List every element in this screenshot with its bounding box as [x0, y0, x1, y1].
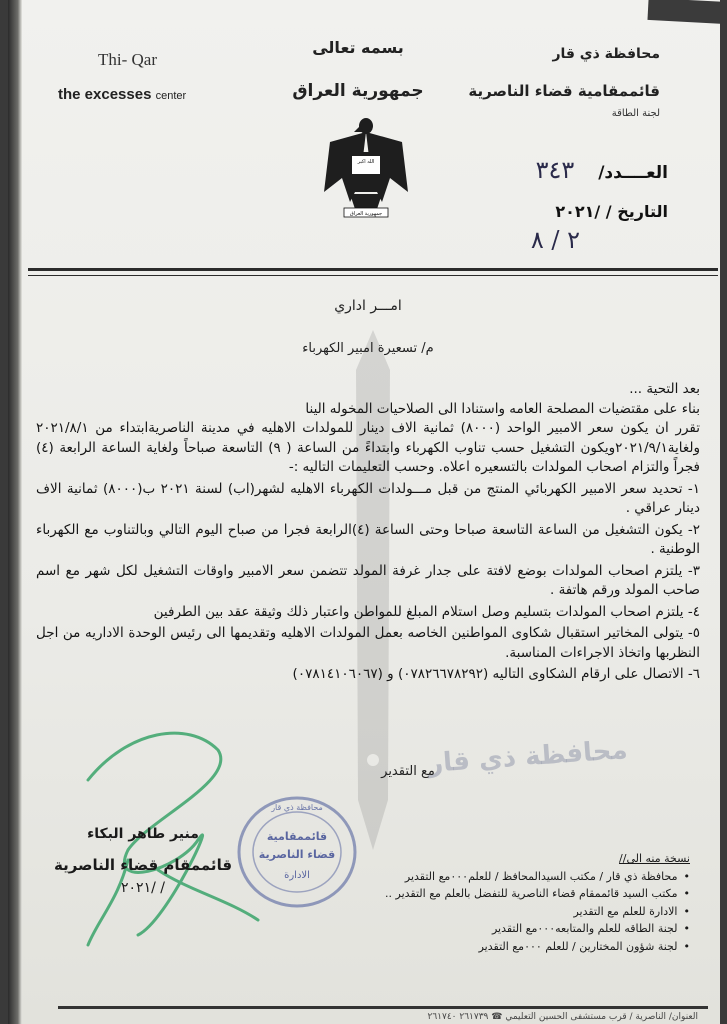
letterhead-city: Thi- Qar — [98, 50, 158, 69]
copies-heading: نسخة منه الى// — [619, 852, 690, 865]
copy-recipient: • مكتب السيد قائممقام قضاء الناصرية للتفضل بالعلم مع التقدير .. — [270, 885, 690, 903]
header-divider — [28, 268, 718, 271]
decision-paragraph: تقرر ان يكون سعر الامبير الواحد (٨٠٠٠) ثمانية الاف دينار للمولدات الاهليه في مدينة الناصريةابتداء من ٢٠٢١/٨/١ ولغاية٢٠٢١/٩/١ويكون التشغيل حسب تناوب الكهرباء وابتداءً من الساعة ( ٩) التاسعة صباحاً ولغاية الساعة الرابعة (٤) فجراً والتزام اصحاب المولدات بالتسعيره اعلاه. وحسب التعليمات التاليه :- — [36, 420, 701, 475]
basmala: بسمه تعالى — [312, 38, 404, 57]
seal-line1: قائممقامية — [266, 830, 328, 843]
copy-recipient: • لجنة شؤون المختارين / للعلم ٠٠٠مع التقدير — [270, 938, 690, 956]
letterhead-center-name: the excesses center — [58, 86, 187, 103]
letterhead-right — [460, 46, 660, 119]
copy-recipient: • محافظة ذي قار / مكتب السيدالمحافظ / للعلم٠٠٠مع التقدير — [270, 868, 690, 886]
document-sheet — [8, 0, 720, 1024]
country-name: جمهورية العراق — [292, 81, 424, 101]
document-subject: م/ تسعيرة امبير الكهرباء — [302, 341, 434, 356]
document-number — [418, 156, 668, 184]
seal-line3: الادارة — [284, 870, 310, 881]
stamp-overlay-text: محافظة ذي قار — [427, 735, 629, 779]
document-date: التاريخ / /٢٠٢١ — [555, 202, 668, 221]
letterhead-center — [258, 38, 458, 101]
emblem-banner: جمهورية العراق — [349, 211, 383, 217]
page-shadow-edge — [8, 0, 22, 1024]
instruction-item: ٥- يتولى المخاتير استقبال شكاوى المواطنين الخاصه بعمل المولدات الاهليه وتقديمها الى رئيس الوحدة الاداريه من اجل النظربها واتخاذ الاجراءات المناسبة. — [36, 625, 700, 661]
signature-date: / /٢٠٢١ — [121, 880, 165, 896]
footer-address: العنوان/ الناصرية / قرب مستشفى الحسين التعليمي ☎ ٢٦١٧٣٩ ٢٦١٧٤٠ — [427, 1012, 698, 1022]
signatory-position: قائممقام قضاء الناصرية — [53, 856, 233, 874]
regards: مع التقدير — [381, 764, 435, 779]
signature-block — [38, 826, 248, 896]
governorate-name: محافظة ذي قار — [552, 46, 660, 62]
instruction-item: ٣- يلتزم اصحاب المولدات بوضع لافتة على جدار غرفة المولد تتضمن سعر الامبير واوقات التشغيل لكل شهر مع اسم صاحب المولد ورقم هاتفة . — [36, 562, 700, 598]
document-title: امـــر اداري — [334, 298, 402, 314]
copies-list — [270, 850, 690, 955]
document-body — [36, 380, 700, 685]
page-corner — [647, 0, 720, 24]
greeting: بعد التحية ... — [629, 381, 700, 397]
letterhead-left — [58, 50, 228, 103]
intro-line: بناء على مقتضيات المصلحة العامه واستنادا الى الصلاحيات المخوله الينا — [305, 400, 700, 417]
footer-divider — [58, 1006, 708, 1009]
seal-ring-text: محافظة ذي قار — [271, 803, 323, 812]
number-value: ٣٤٣ — [535, 156, 575, 184]
committee-name: لجنة الطاقة — [611, 108, 660, 119]
instruction-item: ١- تحديد سعر الامبير الكهربائي المنتج من قبل مـــولدات الكهرباء الاهليه لشهر(اب) لسنة ٢٠٢١ ب(٨٠٠٠) ثمانية الاف دينار عراقي . — [36, 480, 700, 516]
copy-recipient: • الادارة للعلم مع التقدير — [270, 903, 690, 921]
iraq-eagle-emblem-icon — [320, 112, 412, 220]
seal-line2: قضاء الناصرية — [258, 848, 336, 861]
district-office: قائممقامية قضاء الناصرية — [468, 82, 660, 100]
handwritten-date: ٢ / ٨ — [530, 226, 580, 254]
emblem-motto: الله اكبر — [357, 159, 375, 165]
instruction-item: ٤- يلتزم اصحاب المولدات بتسليم وصل استلام المبلغ للمواطن واعتبار ذلك وثيقة عقد بين الطرفين — [153, 603, 700, 620]
instruction-item: ٦- الاتصال على ارقام الشكاوى التاليه (٠٧٨٢٦٦٧٨٢٩٢) و (٠٧٨١٤١٠٦٠٦٧) — [292, 666, 700, 682]
header-divider-thin — [28, 275, 718, 276]
copy-recipient: • لجنة الطاقه للعلم والمتابعه٠٠٠مع التقدير — [270, 920, 690, 938]
signatory-name: منير طاهر البكاء — [87, 826, 199, 842]
instruction-item: ٢- يكون التشغيل من الساعة التاسعة صباحا وحتى الساعة (٤)الرابعة فجرا من صباح اليوم التالي وبالتناوب مع الكهرباء الوطنية . — [36, 521, 700, 557]
number-label: العــــدد/ — [598, 163, 668, 183]
